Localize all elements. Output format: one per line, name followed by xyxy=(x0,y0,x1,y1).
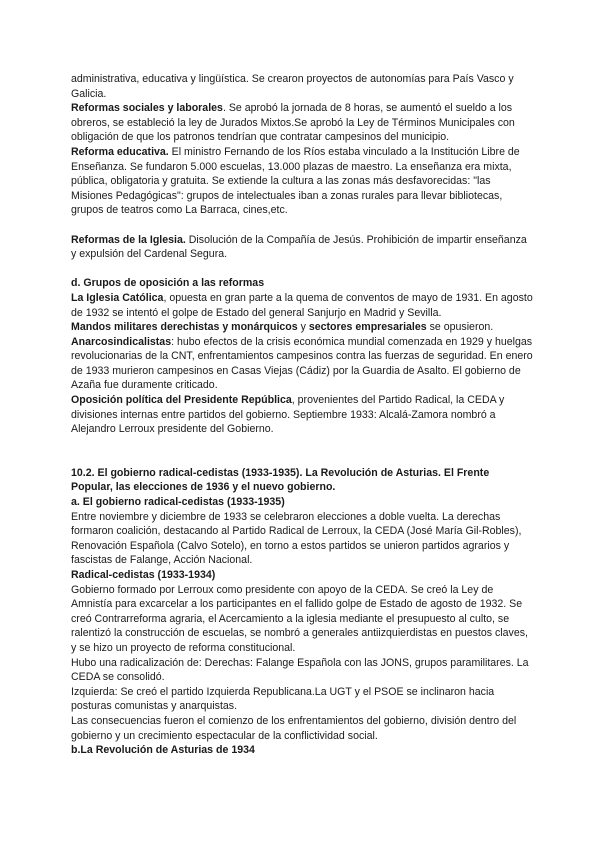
subsection-b-heading: b.La Revolución de Asturias de 1934 xyxy=(71,744,255,757)
iglesia-catolica-title: La Iglesia Católica xyxy=(71,291,164,304)
spacer xyxy=(71,437,533,466)
reforma-educativa-text: El ministro Fernando de los Ríos estaba vinculado a la Institución Libre de Enseñanza. Se fundaron 5.000 escuelas, 13.000 plazas de maestro. La enseñanza era mixta, pública, obligatoria y gratuita. Se extiende la cultura a las zonas más desfavorecidas: "las Misiones Pedagógicas": grupos de intelectuales iban a zonas rurales para llevar bibliotecas, grupos de teatros como La Barraca, cines,etc. xyxy=(71,145,520,217)
gobierno-lerroux-paragraph: Gobierno formado por Lerroux como presidente con apoyo de la CEDA. Se creó la Ley de Amnistía para excarcelar a los participantes en el fallido golpe de Estado de agosto de 1932. Se creó Contrarreforma agraria, el Acercamiento a la iglesia mediante el presupuesto al culto, se ralentizó la construcción de escuelas, se nombró a generales antiizquierdistas en puestos claves, y se hizo un proyecto de reforma constitucional. xyxy=(71,583,528,654)
oposicion-politica-text: , provenientes del Partido Radical, la CEDA y divisiones internas entre partidos del gobierno. Septiembre 1933: Alcalá-Zamora nombró a Alejandro Lerroux presidente del Gobierno. xyxy=(71,394,505,436)
reformas-sociales-paragraph xyxy=(71,101,533,145)
anarcosindicalistas-paragraph xyxy=(71,335,533,393)
mandos-text: se opusieron. xyxy=(426,321,494,334)
subsection-a-heading: a. El gobierno radical-cedistas (1933-1935) xyxy=(71,496,285,509)
reforma-educativa-paragraph xyxy=(71,145,533,218)
reformas-sociales-title: Reformas sociales y laborales xyxy=(71,102,223,115)
reformas-iglesia-title: Reformas de la Iglesia. xyxy=(71,233,186,246)
iglesia-catolica-text: , opuesta en gran parte a la quema de conventos de mayo de 1931. En agosto de 1932 se intentó el golpe de Estado del general Sanjurjo en Madrid y Sevilla. xyxy=(71,291,533,319)
oposicion-heading: d. Grupos de oposición a las reformas xyxy=(71,277,265,290)
izquierda-paragraph: Izquierda: Se creó el partido Izquierda Republicana.La UGT y el PSOE se inclinaron hacia posturas comunistas y anarquistas. xyxy=(71,685,495,713)
reformas-iglesia-text: Disolución de la Compañía de Jesús. Prohibición de impartir enseñanza y expulsión del Cardenal Segura. xyxy=(71,233,527,261)
document-page xyxy=(71,72,533,758)
anarcosindicalistas-text: : hubo efectos de la crisis económica mundial comenzada en 1929 y huelgas revolucionarias de la CNT, enfrentamientos campesinos contra las fuerzas de seguridad. En enero de 1933 murieron campesinos en Casas Viejas (Cádiz) por la Guardia de Asalto. El gobierno de Azaña fue duramente criticado. xyxy=(71,335,533,392)
elecciones-paragraph: Entre noviembre y diciembre de 1933 se celebraron elecciones a doble vuelta. La derechas formaron coalición, destacando al Partido Radical de Lerroux, la CEDA (José María Gil-Robles), Renovación Española (Calvo Sotelo), en torno a estos partidos se unieron partidos agrarios y fascistas de Falange, Acción Nacional. xyxy=(71,510,522,567)
spacer xyxy=(71,262,533,277)
oposicion-politica-paragraph xyxy=(71,393,533,437)
radical-cedistas-heading: Radical-cedistas (1933-1934) xyxy=(71,569,216,581)
sectores-empresariales-title: sectores empresariales xyxy=(308,321,427,334)
oposicion-politica-title: Oposición política del Presidente República xyxy=(71,394,292,407)
consecuencias-paragraph: Las consecuencias fueron el comienzo de los enfrentamientos del gobierno, división dentro del gobierno y un crecimiento espectacular de la conflictividad social. xyxy=(71,714,517,742)
radicalizacion-paragraph: Hubo una radicalización de: Derechas: Falange Española con las JONS, grupos paramilitares. La CEDA se consolidó. xyxy=(71,656,529,684)
mandos-and: y xyxy=(297,321,309,334)
mandos-militares-paragraph xyxy=(71,320,533,335)
reformas-sociales-text: . Se aprobó la jornada de 8 horas, se aumentó el sueldo a los obreros, se estableció la ley de Jurados Mixtos.Se aprobó la Ley de Términos Municipales con obligación de que los patronos tendrían que contratar campesinos del municipio. xyxy=(71,102,515,144)
section-10-2-heading: 10.2. El gobierno radical-cedistas (1933-1935). La Revolución de Asturias. El Frente Popular, las elecciones de 1936 y el nuevo gobierno. xyxy=(71,466,490,494)
spacer xyxy=(71,218,533,233)
reformas-iglesia-paragraph xyxy=(71,233,533,262)
iglesia-catolica-paragraph xyxy=(71,291,533,320)
anarcosindicalistas-title: Anarcosindicalistas xyxy=(71,335,172,348)
reforma-educativa-title: Reforma educativa. xyxy=(71,145,169,158)
mandos-militares-title: Mandos militares derechistas y monárquicos xyxy=(71,321,298,334)
intro-paragraph: administrativa, educativa y lingüística. Se crearon proyectos de autonomías para País Vasco y Galicia. xyxy=(71,73,514,100)
